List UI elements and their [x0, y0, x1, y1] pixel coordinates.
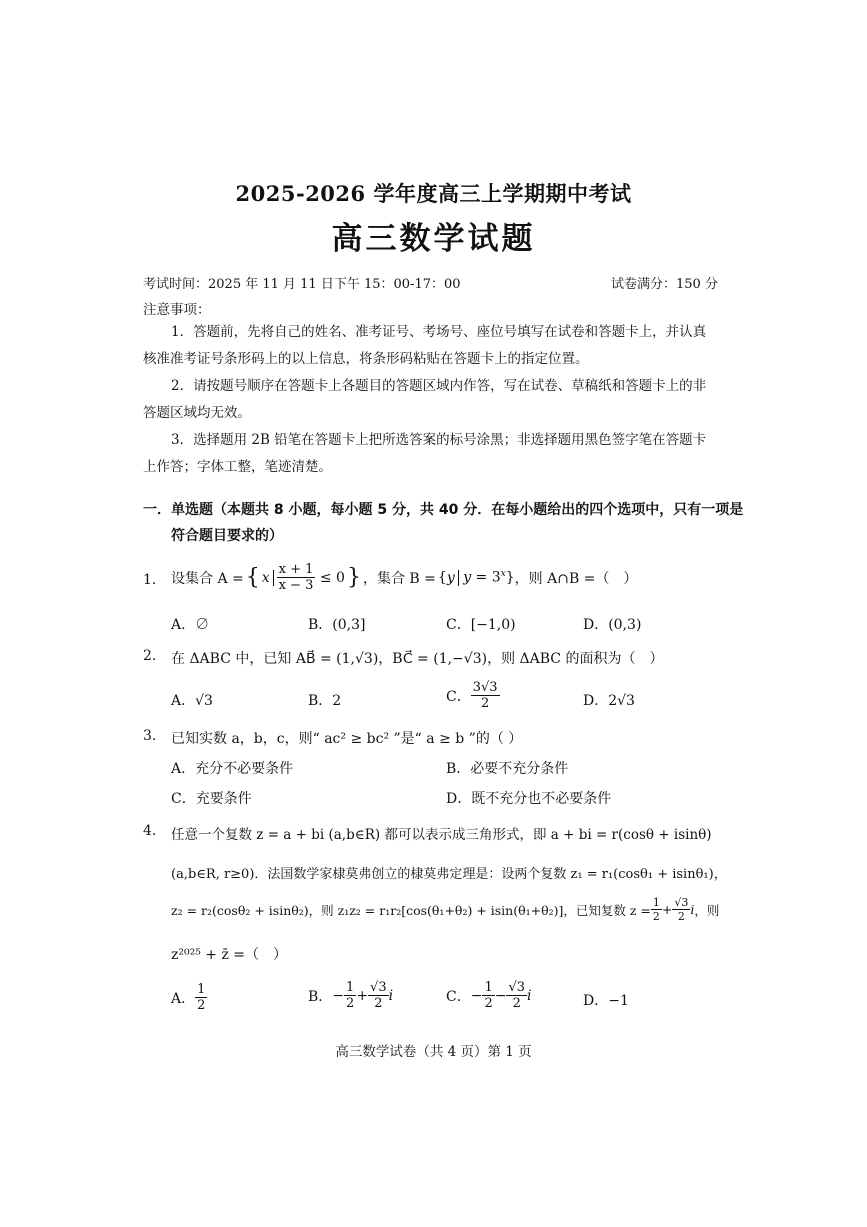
q4-imag-unit: i: [690, 902, 695, 917]
q4-line-1: 任意一个复数 z = a + bi (a,b∈R) 都可以表示成三角形式，即 a + bi = r(cosθ + isinθ): [171, 827, 712, 843]
q4-option-a: [171, 982, 207, 1013]
q2-number: 2.: [143, 648, 157, 664]
q4-option-b-label: B．: [308, 988, 333, 1005]
q4-line-4: z²⁰²⁵ + z̄ =（ ）: [171, 947, 288, 963]
q4-z-imag-fraction: $\frac{√3}{2}$: [674, 896, 689, 923]
q2-option-d: D．2√3: [583, 693, 635, 709]
q1-text-c: ，则 A∩B =（ ）: [514, 570, 638, 587]
q2-option-c-fraction: [471, 680, 500, 711]
q3-option-d: D．既不充分也不必要条件: [446, 791, 612, 807]
q1-option-d: D．(0,3): [583, 617, 642, 633]
q1-set-a-fraction: $\frac{x + 1}{x - 3}$: [278, 562, 314, 593]
q1-option-a: A．∅: [171, 617, 210, 633]
q1-set-b: {y $y = 3^x$}: [437, 569, 515, 586]
q4-option-c: C． − $\frac{1}{2}$ − $\frac{√3}{2}$ i: [446, 980, 532, 1011]
q3-number: 3.: [143, 728, 157, 744]
full-score: 试卷满分：150 分: [611, 277, 718, 292]
q4-number: 4.: [143, 823, 157, 839]
q3-option-b: B．必要不充分条件: [446, 761, 569, 777]
section-1-heading: 一．单选题（本题共 8 小题，每小题 5 分，共 40 分．在每小题给出的四个选项中，只有一项是: [143, 502, 744, 518]
note-2-line-2: 答题区域均无效。: [143, 405, 251, 421]
q4-option-c-frac-1: $\frac{1}{2}$: [484, 980, 493, 1011]
q2-option-b: B．2: [308, 693, 342, 709]
q1-set-a: {: [245, 565, 260, 590]
q4-option-b: B． − $\frac{1}{2}$ + $\frac{√3}{2}$ i: [308, 980, 394, 1011]
q1-number: 1.: [143, 572, 157, 588]
q3-option-a: A．充分不必要条件: [171, 761, 294, 777]
q4-line-3: [171, 896, 719, 923]
exam-time: 考试时间：2025 年 11 月 11 日下午 15：00-17：00: [143, 277, 461, 292]
q4-option-d: D．−1: [583, 993, 629, 1009]
q3-option-c: C．充要条件: [171, 791, 252, 807]
note-3-line-1: 3．选择题用 2B 铅笔在答题卡上把所选答案的标号涂黑；非选择题用黑色签字笔在答题卡: [171, 432, 707, 448]
q4-line-2: (a,b∈R, r≥0)．法国数学家棣莫弗创立的棣莫弗定理是：设两个复数 z₁ = r₁(cosθ₁ + isinθ₁)，: [171, 867, 727, 882]
q1-option-c: C．[−1,0): [446, 617, 516, 633]
q2-option-c-den: 2: [480, 696, 490, 711]
note-1-line-1: 1．答题前，先将自己的姓名、准考证号、考场号、座位号填写在试卷和答题卡上，并认真: [171, 324, 707, 340]
subject-title: 高三数学试题: [331, 221, 536, 257]
section-1-heading-line-2: 符合题目要求的）: [171, 528, 283, 544]
q4-option-b-frac-1: $\frac{1}{2}$: [346, 980, 355, 1011]
exam-title: 2025-2026 学年度高三上学期期中考试: [235, 181, 632, 206]
q4-option-a-fraction: $\frac{1}{2}$: [197, 982, 206, 1013]
q1-set-a-close: }: [346, 565, 361, 590]
q1-option-b: B．(0,3]: [308, 617, 366, 633]
q4-option-b-frac-2: $\frac{√3}{2}$: [370, 980, 387, 1011]
note-3-line-2: 上作答；字体工整，笔迹清楚。: [143, 459, 332, 475]
q1-stem: [171, 562, 637, 593]
q2-option-a: A．√3: [171, 693, 213, 709]
note-1-line-2: 核准准考证号条形码上的以上信息，将条形码粘贴在答题卡上的指定位置。: [143, 351, 589, 367]
q2-option-c: [446, 680, 500, 711]
q4-line-3-text: z₂ = r₂(cosθ₂ + isinθ₂)，则 z₁z₂ = r₁r₂[cos(θ₁+θ₂) + isin(θ₁+θ₂)]，已知复数 z =: [171, 902, 651, 918]
q2-stem: 在 ΔABC 中，已知 AB⃗ = (1,√3)，BC⃗ = (1,−√3)，则 ΔABC 的面积为（ ）: [171, 651, 664, 667]
q4-line-3-tail: ，则: [694, 902, 720, 918]
q2-option-c-num: 3√3: [472, 680, 498, 695]
q4-option-c-label: C．: [446, 988, 471, 1005]
q1-set-a-ineq: ≤ 0: [315, 569, 345, 586]
q1-text-b: ，集合 B =: [362, 570, 436, 587]
note-2-line-1: 2．请按题号顺序在答题卡上各题目的答题区域内作答，写在试卷、草稿纸和答题卡上的非: [171, 378, 707, 394]
q1-set-a-var: x: [262, 570, 274, 586]
q3-stem: 已知实数 a，b，c，则“ ac² ≥ bc² ”是“ a ≥ b ”的（ ）: [171, 731, 523, 747]
notes-heading: 注意事项：: [143, 302, 211, 318]
q4-option-a-label: A．: [171, 990, 196, 1007]
q2-option-c-label: C．: [446, 688, 471, 705]
page-footer: 高三数学试卷（共 4 页）第 1 页: [335, 1044, 532, 1060]
q4-z-real-fraction: $\frac{1}{2}$: [652, 896, 660, 923]
q4-plus: +: [661, 902, 673, 917]
q4-option-c-frac-2: $\frac{√3}{2}$: [508, 980, 526, 1011]
q1-text-a: 设集合 A =: [171, 570, 244, 587]
